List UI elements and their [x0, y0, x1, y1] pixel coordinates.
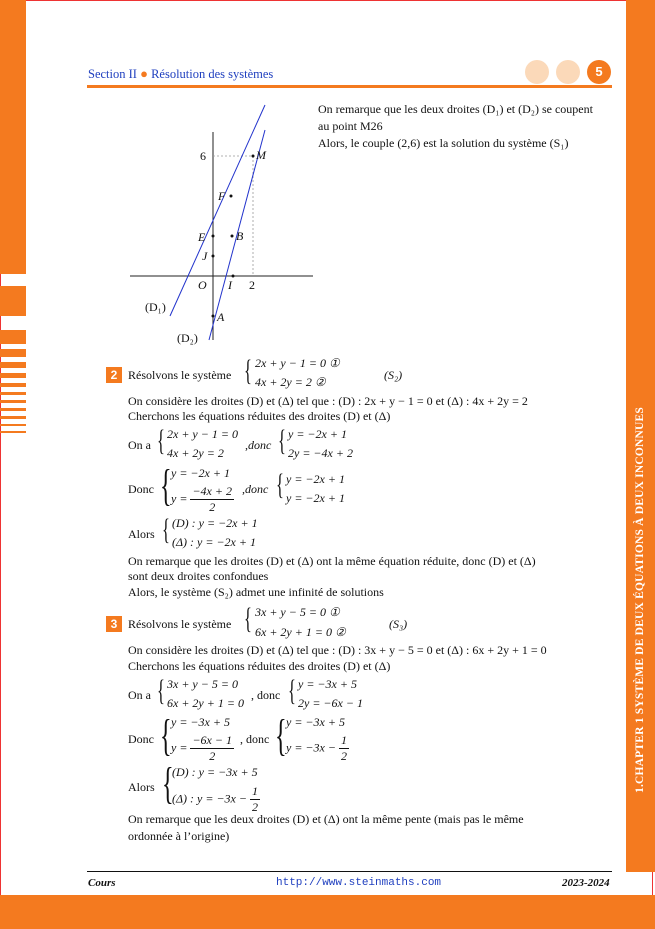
ex2-title: Résolvons le système	[128, 368, 232, 382]
ex2-system-eq1: 2x + y − 1 = 0 ①	[255, 356, 340, 370]
label-f: F	[218, 189, 226, 203]
side-chapter-label: 1.CHAPTER 1 SYSTÈME DE DEUX ÉQUATIONS À DEUX INCONNUES	[634, 407, 646, 793]
ex2-ona: On a	[128, 438, 151, 452]
brace: {	[160, 711, 172, 760]
fraction	[190, 733, 234, 764]
left-stripe	[0, 431, 26, 433]
ex3-system-eq1: 3x + y − 5 = 0 ①	[255, 605, 340, 619]
ex2-d1: y = −2x + 1	[286, 472, 345, 486]
left-stripe	[0, 286, 26, 316]
ex3-line-4: ordonnée à l’origine)	[128, 829, 230, 843]
ex3-line-1: On considère les droites (D) et (Δ) tel que : (D) : 3x + y − 5 = 0 et (Δ) : 6x + 2y + 1 = 0	[128, 643, 547, 657]
ex3-e2-prefix: (Δ) : y = −3x −	[172, 791, 247, 806]
ex2-donc-2: ,donc	[242, 482, 269, 496]
ex2-a1: 2x + y − 1 = 0	[167, 427, 238, 441]
brace: {	[244, 602, 252, 635]
point-b	[231, 235, 234, 238]
ex2-c2-prefix: y =	[171, 491, 188, 506]
ex3-d2	[286, 733, 349, 764]
ex2-line-1: On considère les droites (D) et (Δ) tel que : (D) : 2x + y − 1 = 0 et (Δ) : 4x + 2y = 2	[128, 394, 528, 408]
left-stripe	[0, 349, 26, 357]
numerator: −4x + 2	[192, 484, 232, 498]
ex3-ona: On a	[128, 688, 151, 702]
brace: {	[288, 674, 296, 707]
header-rule	[87, 85, 612, 88]
ex3-donc-1: , donc	[251, 688, 281, 702]
ex3-d1: y = −3x + 5	[286, 715, 345, 729]
ex2-donc-1: ,donc	[245, 438, 272, 452]
label-o: O	[198, 278, 207, 292]
fraction	[250, 784, 260, 815]
left-stripe	[0, 424, 26, 426]
footer-rule	[87, 871, 612, 872]
ex2-d2: y = −2x + 1	[286, 491, 345, 505]
ex2-line-3: On remarque que les droites (D) et (Δ) ont la même équation réduite, donc (D) et (Δ)	[128, 554, 536, 568]
ex3-a1: 3x + y − 5 = 0	[167, 677, 238, 691]
point-a	[212, 315, 215, 318]
x-tick-2: 2	[249, 278, 255, 292]
intro-line-2: au point M26	[318, 119, 383, 133]
brace: {	[275, 711, 287, 760]
ex3-c2	[171, 733, 234, 764]
fraction	[190, 484, 234, 515]
left-stripe	[0, 373, 26, 378]
ex2-line-4: sont deux droites confondues	[128, 569, 269, 583]
brace: {	[160, 461, 172, 510]
label-d1: (D₁)	[145, 300, 166, 314]
numerator: 1	[251, 784, 258, 798]
ex3-b1: y = −3x + 5	[298, 677, 357, 691]
ex3-b2: 2y = −6x − 1	[298, 696, 363, 710]
ex2-alors: Alors	[128, 527, 155, 541]
ex3-donc-2: , donc	[240, 732, 270, 746]
ex3-line-3: On remarque que les deux droites (D) et (Δ) ont la même pente (mais pas le même	[128, 812, 524, 826]
intro-line-3: Alors, le couple (2,6) est la solution du système (S₁)	[318, 136, 569, 150]
ex3-title: Résolvons le système	[128, 617, 232, 631]
ex3-a2: 6x + 2y + 1 = 0	[167, 696, 244, 710]
ex2-e1: (D) : y = −2x + 1	[172, 516, 258, 530]
ex2-b2: 2y = −4x + 2	[288, 446, 353, 460]
left-stripe	[0, 416, 26, 419]
footer-url-link[interactable]: http://www.steinmaths.com	[276, 877, 442, 889]
brace: {	[278, 424, 286, 457]
ex2-b1: y = −2x + 1	[288, 427, 347, 441]
bullet-icon: ●	[140, 66, 148, 81]
brace: {	[157, 674, 165, 707]
brace: {	[276, 468, 284, 501]
ex3-e1: (D) : y = −3x + 5	[172, 765, 258, 779]
y-tick-6: 6	[200, 149, 206, 163]
decor-circle	[556, 60, 580, 84]
numerator: 1	[340, 733, 347, 747]
ex2-line-5: Alors, le système (S₂) admet une infinité de solutions	[128, 585, 384, 599]
denominator: 2	[209, 500, 216, 514]
ex3-line-2: Cherchons les équations réduites des droites (D) et (Δ)	[128, 659, 391, 673]
point-j	[212, 255, 215, 258]
ex3-c2-prefix: y =	[171, 740, 188, 755]
fraction	[339, 733, 349, 764]
label-e: E	[198, 230, 206, 244]
left-stripe	[0, 408, 26, 411]
left-accent-bar	[0, 0, 26, 274]
ex2-c1: y = −2x + 1	[171, 466, 230, 480]
section-header	[88, 66, 273, 82]
point-e	[212, 235, 215, 238]
ex3-alors: Alors	[128, 780, 155, 794]
ex2-line-2: Cherchons les équations réduites des droites (D) et (Δ)	[128, 409, 391, 423]
section-name: Section II	[88, 67, 137, 81]
ex3-donc-word: Donc	[128, 732, 154, 746]
intro-line-1: On remarque que les deux droites (D₁) et (D₂) se coupent	[318, 102, 593, 116]
ex3-e2	[172, 784, 260, 815]
point-f	[230, 195, 233, 198]
ex2-system-eq2: 4x + 2y = 2 ②	[255, 375, 326, 389]
bottom-accent-bar	[0, 895, 655, 929]
ex3-d2-prefix: y = −3x −	[286, 740, 336, 755]
ex2-system-label: (S₂)	[384, 368, 403, 382]
footer-year: 2023-2024	[562, 877, 610, 889]
label-d2: (D₂)	[177, 331, 198, 345]
brace: {	[244, 354, 252, 387]
ex2-e2: (Δ) : y = −2x + 1	[172, 535, 256, 549]
ex3-system-eq2: 6x + 2y + 1 = 0 ②	[255, 625, 346, 639]
ex2-donc-word: Donc	[128, 482, 154, 496]
left-stripe	[0, 392, 26, 395]
label-b: B	[236, 229, 244, 243]
numerator: −6x − 1	[192, 733, 232, 747]
section-title: Résolution des systèmes	[151, 67, 274, 81]
footer-left: Cours	[88, 877, 116, 889]
left-stripe	[0, 383, 26, 387]
exercise-number-2: 2	[106, 367, 122, 383]
label-i: I	[228, 278, 232, 292]
ex2-a2: 4x + 2y = 2	[167, 446, 224, 460]
brace: {	[162, 759, 174, 808]
left-stripe	[0, 362, 26, 368]
denominator: 2	[209, 749, 216, 763]
page-number: 5	[587, 60, 611, 84]
label-a: A	[217, 310, 225, 324]
lines-graph	[125, 100, 325, 350]
brace: {	[157, 424, 165, 457]
brace: {	[162, 513, 170, 546]
ex3-c1: y = −3x + 5	[171, 715, 230, 729]
left-stripe	[0, 330, 26, 344]
ex3-system-label: (S₃)	[389, 617, 408, 631]
label-j: J	[202, 249, 208, 263]
decor-circle	[525, 60, 549, 84]
exercise-number-3: 3	[106, 616, 122, 632]
left-stripe	[0, 400, 26, 403]
label-m: M	[256, 148, 266, 162]
point-m	[252, 155, 255, 158]
denominator: 2	[340, 749, 347, 763]
denominator: 2	[251, 800, 258, 814]
ex2-c2	[171, 484, 234, 515]
